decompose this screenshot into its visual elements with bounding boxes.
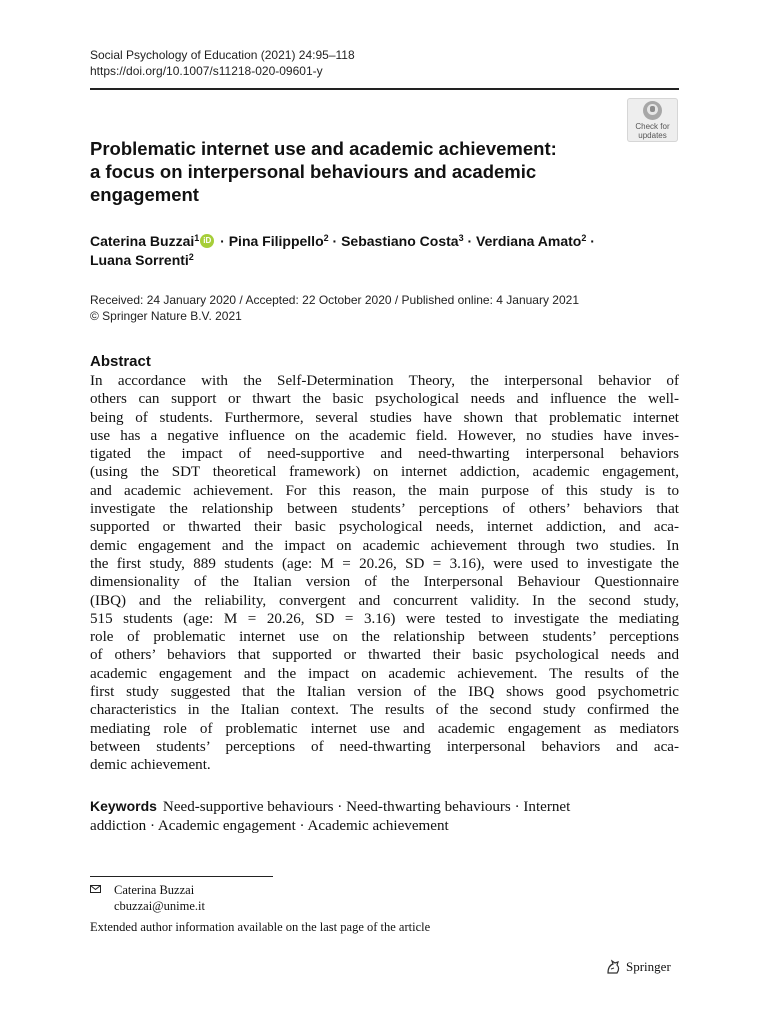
author-separator: · (586, 233, 595, 249)
corresponding-author-email[interactable]: cbuzzai@unime.it (114, 899, 205, 913)
abstract-line: In accordance with the Self-Determination Theory, the interpersonal behavior of (90, 373, 679, 389)
abstract-line: and academic achievement. For this reason, the main purpose of this study is to (90, 482, 679, 499)
author-list (90, 232, 670, 270)
publisher-name: Springer (626, 959, 671, 974)
footnote-rule (90, 876, 273, 877)
bookmark-check-icon (643, 101, 662, 120)
abstract-line: tigated the impact of need-supportive and need-thwarting interpersonal behaviors (90, 446, 679, 463)
affiliation-mark: 2 (581, 233, 587, 243)
title-line: engagement (90, 184, 199, 205)
keywords-label: Keywords (90, 798, 157, 814)
abstract-line: mediating role of problematic internet use and academic engagement as mediators (90, 720, 679, 737)
doi-link[interactable]: https://doi.org/10.1007/s11218-020-09601-y (90, 64, 323, 78)
article-title (90, 137, 610, 206)
journal-citation: Social Psychology of Education (2021) 24:95–118 (90, 48, 355, 62)
check-updates-line1: Check for (635, 122, 670, 131)
article-history: Received: 24 January 2020 / Accepted: 22 October 2020 / Published online: 4 January 2021 (90, 293, 579, 307)
author-separator: · (216, 233, 229, 249)
abstract-heading: Abstract (90, 353, 151, 370)
header-rule (90, 88, 679, 90)
abstract-line: characteristics in the Italian context. The results of the second study confirmed the (90, 702, 679, 719)
abstract-line: (IBQ) and the reliability, convergent and concurrent validity. In the second study, (90, 592, 679, 609)
corresponding-author-name: Caterina Buzzai (114, 883, 195, 897)
keywords-line: Need-supportive behaviours · Need-thwarting behaviours · Internet (162, 799, 571, 815)
springer-horse-icon (605, 959, 622, 975)
check-for-updates-badge[interactable] (627, 98, 678, 142)
abstract-line: others can support or thwart the basic psychological needs and influence the well- (90, 391, 679, 408)
keywords-block (90, 797, 679, 836)
check-updates-line2: updates (638, 131, 667, 140)
author-separator: · (463, 233, 477, 249)
abstract-line: of others’ behaviors that supported or thwarted their basic psychological needs and (90, 647, 679, 664)
abstract-line: investigate the relationship between students’ perceptions of others’ behaviors that (90, 501, 679, 518)
orcid-icon[interactable] (200, 234, 214, 248)
abstract-line: first study suggested that the Italian version of the IBQ shows good psychometric (90, 684, 679, 701)
keywords-line: addiction · Academic engagement · Academic achievement (90, 818, 449, 834)
journal-header (90, 47, 355, 79)
author-name[interactable]: Sebastiano Costa (341, 233, 459, 249)
abstract-body (90, 372, 679, 775)
abstract-line: 515 students (age: M = 20.26, SD = 3.16) were tested to investigate the mediating (90, 610, 679, 627)
abstract-line: being of students. Furthermore, several studies have shown that problematic internet (90, 409, 679, 426)
affiliation-mark: 3 (458, 233, 464, 243)
author-name[interactable]: Verdiana Amato (476, 233, 582, 249)
author-name[interactable]: Caterina Buzzai (90, 233, 195, 249)
abstract-line: demic engagement and the impact on academic achievement through two studies. In (90, 537, 679, 554)
author-name[interactable]: Pina Filippello (228, 233, 324, 249)
affiliation-mark: 2 (323, 233, 329, 243)
copyright-notice: © Springer Nature B.V. 2021 (90, 309, 242, 323)
abstract-line: use has a negative influence on the academic field. However, no studies have inves- (90, 427, 679, 444)
title-line: Problematic internet use and academic achievement: (90, 138, 557, 159)
publication-dates (90, 292, 579, 324)
author-name[interactable]: Luana Sorrenti (90, 252, 189, 268)
abstract-line: (using the SDT theoretical framework) on internet addiction, academic engagement, (90, 464, 679, 481)
envelope-icon (90, 885, 101, 893)
abstract-line: dimensionality of the Italian version of the Interpersonal Behaviour Questionnaire (90, 574, 679, 591)
abstract-line: the first study, 889 students (age: M = 20.26, SD = 3.16), were used to investigate the (90, 555, 679, 572)
abstract-line: between students’ perceptions of need-thwarting interpersonal behaviors and aca- (90, 738, 679, 755)
author-separator: · (328, 233, 342, 249)
abstract-line: role of problematic internet use on the relationship between students’ perceptions (90, 629, 679, 646)
abstract-line: demic achievement. (90, 757, 211, 774)
abstract-line: supported or thwarted their basic psychological needs, internet addiction, and aca- (90, 519, 679, 536)
affiliation-mark: 2 (188, 252, 194, 262)
title-line: a focus on interpersonal behaviours and academic (90, 161, 537, 182)
extended-author-info: Extended author information available on the last page of the article (90, 920, 431, 934)
abstract-line: academic engagement and the impact on academic achievement. The results of the (90, 665, 679, 682)
affiliation-mark: 1 (194, 233, 200, 243)
